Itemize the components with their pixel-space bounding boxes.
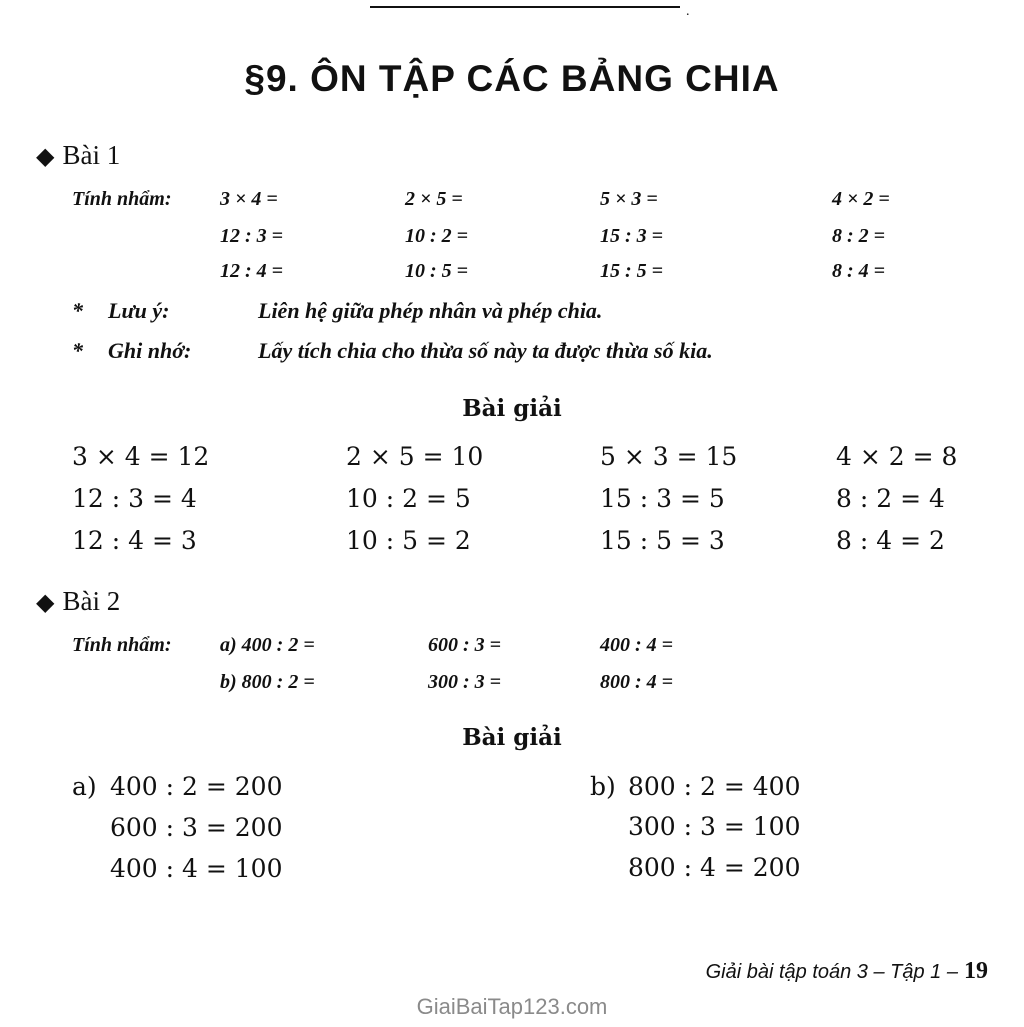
watermark: GiaiBaiTap123.com [416, 994, 608, 1019]
answer-cell: 10 : 2 = 5 [346, 484, 471, 513]
exercise-cell: 15 : 3 = [600, 225, 664, 247]
note-label: Ghi nhớ: [108, 338, 192, 363]
bai1-solution-heading: Bài giải [462, 395, 562, 422]
exercise-cell: 10 : 2 = [405, 225, 469, 247]
top-rule [370, 6, 680, 8]
bai2-solution-heading: Bài giải [462, 724, 562, 751]
answer-cell: 10 : 5 = 2 [346, 526, 471, 555]
exercise-cell: 2 × 5 = [405, 188, 463, 210]
page-footer [706, 958, 988, 985]
exercise-cell: b) 800 : 2 = [220, 671, 315, 693]
answer-cell: 3 × 4 = 12 [72, 442, 210, 471]
exercise-cell: 300 : 3 = [428, 671, 502, 693]
top-dot: . [686, 4, 690, 19]
note-text: Liên hệ giữa phép nhân và phép chia. [258, 298, 603, 323]
note-star: * [72, 298, 83, 323]
bai2-prompt: Tính nhẩm: [72, 634, 172, 656]
answer-cell: 15 : 3 = 5 [600, 484, 725, 513]
answer-cell: 8 : 2 = 4 [836, 484, 945, 513]
exercise-cell: 800 : 4 = [600, 671, 674, 693]
exercise-cell: 12 : 4 = [220, 260, 284, 282]
answer-cell: 5 × 3 = 15 [600, 442, 738, 471]
bai1-heading-label: Bài 1 [62, 140, 121, 170]
answer-cell: 400 : 2 = 200 [110, 772, 283, 801]
note-text: Lấy tích chia cho thừa số này ta được thừa số kia. [258, 338, 713, 363]
bai1-prompt: Tính nhẩm: [72, 188, 172, 210]
note-star: * [72, 338, 83, 363]
exercise-cell: 600 : 3 = [428, 634, 502, 656]
exercise-cell: 4 × 2 = [832, 188, 890, 210]
answer-cell: 12 : 4 = 3 [72, 526, 197, 555]
answer-cell: 300 : 3 = 100 [628, 812, 801, 841]
answer-cell: 400 : 4 = 100 [110, 854, 283, 883]
answer-cell: 2 × 5 = 10 [346, 442, 484, 471]
answer-group-b-label: b) [590, 772, 616, 801]
exercise-cell: 8 : 4 = [832, 260, 886, 282]
note-label: Lưu ý: [108, 298, 170, 323]
answer-cell: 12 : 3 = 4 [72, 484, 197, 513]
diamond-bullet-icon: ◆ [36, 142, 55, 170]
answer-cell: 600 : 3 = 200 [110, 813, 283, 842]
exercise-cell: 8 : 2 = [832, 225, 886, 247]
exercise-cell: 10 : 5 = [405, 260, 469, 282]
bai2-heading-label: Bài 2 [62, 586, 121, 616]
exercise-cell: 5 × 3 = [600, 188, 658, 210]
diamond-bullet-icon: ◆ [36, 588, 55, 616]
exercise-cell: a) 400 : 2 = [220, 634, 315, 656]
exercise-cell: 3 × 4 = [220, 188, 278, 210]
exercise-cell: 15 : 5 = [600, 260, 664, 282]
bai1-heading [36, 140, 120, 171]
answer-cell: 800 : 4 = 200 [628, 853, 801, 882]
exercise-cell: 400 : 4 = [600, 634, 674, 656]
answer-group-a-label: a) [72, 772, 97, 801]
answer-cell: 8 : 4 = 2 [836, 526, 945, 555]
page-number: 19 [964, 958, 988, 984]
footer-book-title: Giải bài tập toán 3 – Tập 1 – [705, 961, 958, 983]
page-title: §9. ÔN TẬP CÁC BẢNG CHIA [244, 58, 780, 99]
answer-cell: 15 : 5 = 3 [600, 526, 725, 555]
answer-cell: 800 : 2 = 400 [628, 772, 801, 801]
answer-cell: 4 × 2 = 8 [836, 442, 958, 471]
bai2-heading [36, 586, 120, 617]
exercise-cell: 12 : 3 = [220, 225, 284, 247]
